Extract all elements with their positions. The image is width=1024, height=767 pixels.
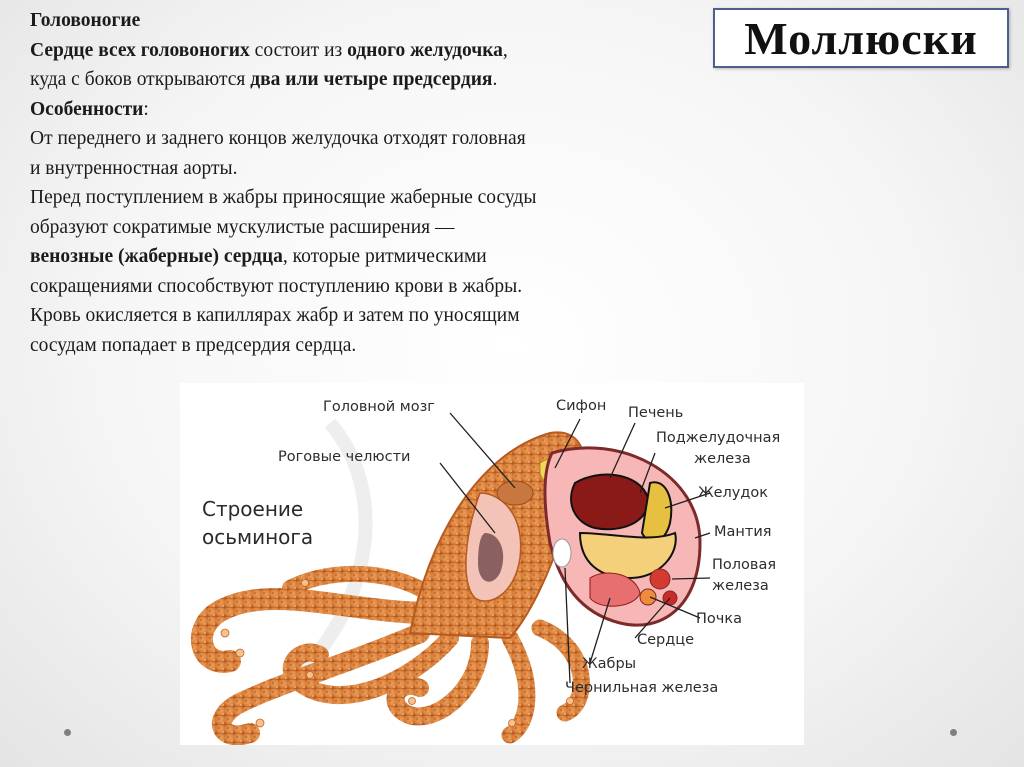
text-line — [30, 65, 720, 95]
bold-text: Головоногие — [30, 10, 141, 31]
text-line — [30, 6, 720, 36]
bold-text: Сердце всех головоногих — [30, 39, 250, 61]
text-line — [30, 272, 720, 302]
text-line — [30, 213, 720, 243]
text-line — [30, 183, 720, 213]
text-segment: образуют сократимые мускулистые расширения — — [30, 216, 455, 238]
label-kidney: Почка — [696, 611, 742, 627]
text-line — [30, 36, 720, 66]
slide-title: Моллюски — [744, 12, 978, 64]
label-gonad: Половая — [712, 557, 777, 573]
label-siphon: Сифон — [556, 398, 607, 414]
text-segment: , которые ритмическими — [282, 246, 487, 267]
bold-text: Особенности — [30, 98, 144, 120]
text-line — [30, 95, 720, 125]
slide-nav-dot-right — [950, 729, 957, 736]
text-segment: и внутренностная аорты. — [30, 157, 238, 179]
text-segment: . — [351, 334, 357, 356]
slide-nav-dot-left — [64, 729, 71, 736]
label-pancreas-line2: железа — [694, 451, 751, 467]
label-heart: Сердце — [637, 632, 695, 648]
text-segment: Перед поступлением в жабры приносящие жаберные сосуды — [30, 187, 537, 208]
label-jaws: Роговые челюсти — [278, 449, 411, 465]
text-line — [30, 124, 720, 154]
text-line — [30, 331, 720, 361]
label-gills: Жабры — [582, 656, 637, 672]
text-segment: сокращениями способствуют поступлению крови в жабры. — [30, 275, 523, 297]
text-segment: . — [492, 69, 498, 90]
text-segment: куда с боков открываются — [30, 69, 251, 90]
bold-text: два или четыре предсердия — [250, 69, 493, 90]
diagram-title — [202, 495, 313, 551]
label-mantle: Мантия — [714, 524, 772, 540]
text-segment: От переднего и заднего концов желудочка отходят головная — [30, 128, 526, 149]
diagram-title-line: Строение — [202, 497, 304, 521]
bold-text: одного желудочка — [347, 39, 503, 61]
label-liver: Печень — [628, 405, 684, 421]
label-ink-gland: Чернильная железа — [565, 680, 719, 696]
text-line — [30, 154, 720, 184]
text-segment: сосудам попадает в предсердия сердца — [30, 334, 352, 356]
text-segment: Кровь окисляется в капиллярах жабр и затем по уносящим — [30, 305, 520, 326]
slide-title-box — [713, 8, 1009, 68]
diagram-title-line: осьминога — [202, 525, 314, 549]
label-gonad-line2: железа — [712, 578, 769, 594]
text-segment: : — [143, 98, 149, 120]
text-segment: состоит из — [249, 39, 348, 61]
bold-text: венозные (жаберные) сердца — [30, 246, 283, 267]
label-brain: Головной мозг — [323, 399, 435, 415]
text-line — [30, 301, 720, 331]
octopus-figure — [180, 383, 804, 745]
text-segment: , — [502, 39, 508, 61]
text-line — [30, 242, 720, 272]
slide-text — [30, 6, 720, 360]
label-pancreas: Поджелудочная — [656, 430, 781, 446]
label-stomach: Желудок — [698, 485, 769, 501]
